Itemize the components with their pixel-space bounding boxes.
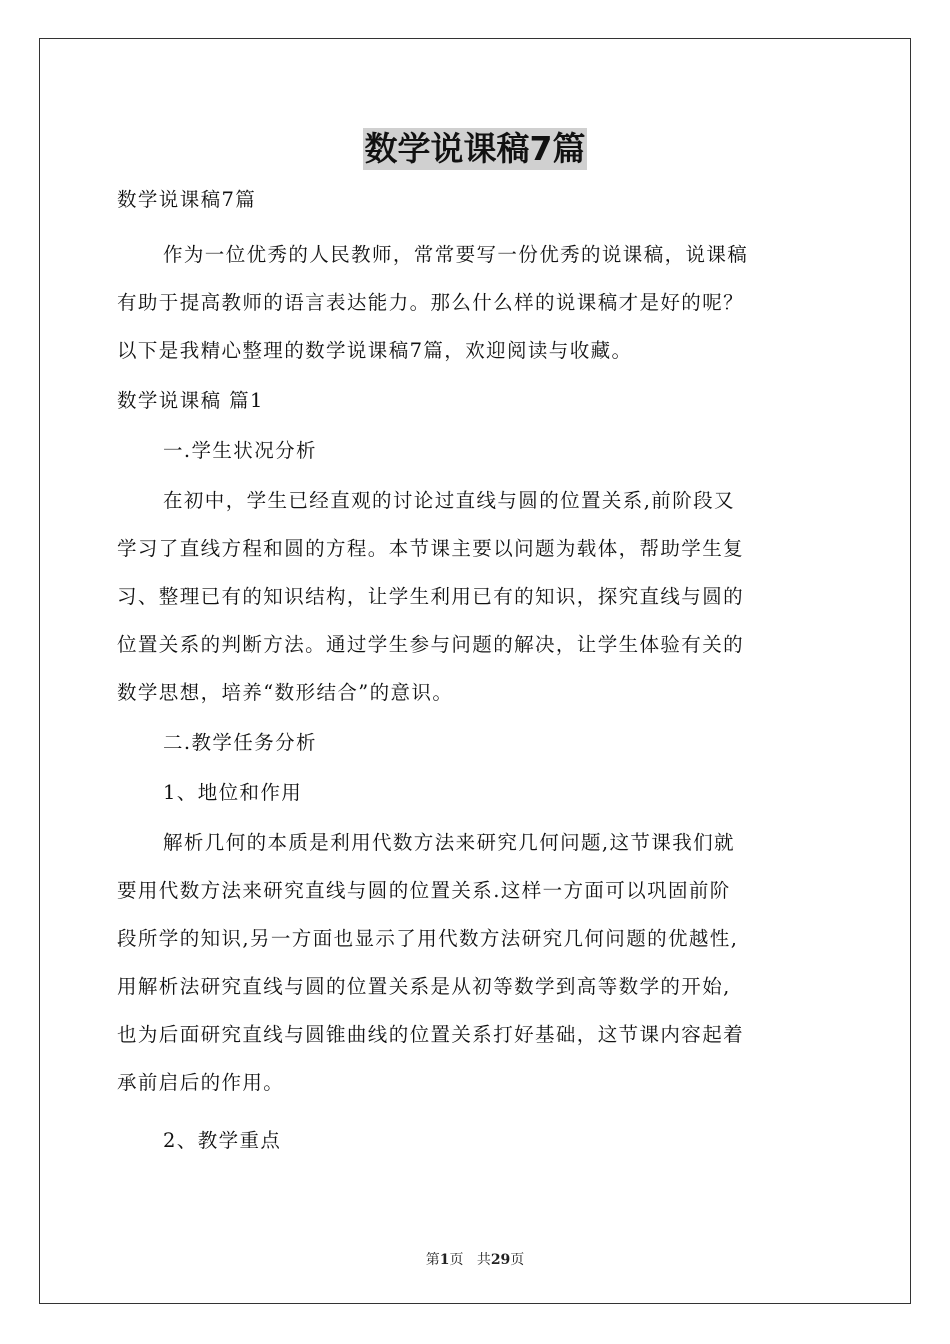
intro-line: 有助于提高教师的语言表达能力。那么什么样的说课稿才是好的呢？ (117, 291, 745, 314)
paragraph-line: 承前启后的作用。 (117, 1071, 285, 1094)
heading-teaching-focus: 2、教学重点 (163, 1129, 282, 1152)
intro-line: 以下是我精心整理的数学说课稿7篇，欢迎阅读与收藏。 (117, 339, 633, 362)
page-footer (0, 1249, 950, 1269)
document-title-text: 数学说课稿7篇 (364, 129, 586, 168)
document-title (0, 128, 950, 170)
footer-page-current: 1 (439, 1252, 450, 1268)
document-subtitle: 数学说课稿7篇 (117, 188, 257, 211)
paragraph-line: 用解析法研究直线与圆的位置关系是从初等数学到高等数学的开始, (117, 975, 731, 998)
paragraph-line: 位置关系的判断方法。通过学生参与问题的解决，让学生体验有关的 (117, 633, 745, 656)
footer-total-prefix: 共 (476, 1252, 491, 1268)
paragraph-line: 段所学的知识,另一方面也显示了用代数方法研究几何问题的优越性, (117, 927, 739, 950)
footer-total-unit: 页 (510, 1252, 525, 1268)
paragraph-line: 数学思想，培养“数形结合”的意识。 (117, 681, 454, 704)
intro-line: 作为一位优秀的人民教师，常常要写一份优秀的说课稿，说课稿 (163, 243, 749, 266)
paragraph-line: 要用代数方法来研究直线与圆的位置关系.这样一方面可以巩固前阶 (117, 879, 731, 902)
paragraph-status-role (117, 819, 833, 1107)
heading-student-analysis: 一.学生状况分析 (163, 439, 317, 462)
section-title: 数学说课稿 篇1 (117, 389, 264, 412)
footer-page-prefix: 第 (425, 1252, 440, 1268)
heading-status-role: 1、地位和作用 (163, 781, 303, 804)
paragraph-line: 也为后面研究直线与圆锥曲线的位置关系打好基础，这节课内容起着 (117, 1023, 745, 1046)
paragraph-student-analysis (117, 477, 833, 717)
paragraph-line: 学习了直线方程和圆的方程。本节课主要以问题为载体，帮助学生复 (117, 537, 745, 560)
footer-page-unit: 页 (449, 1252, 464, 1268)
paragraph-line: 在初中，学生已经直观的讨论过直线与圆的位置关系,前阶段又 (163, 489, 735, 512)
footer-page-total: 29 (490, 1252, 511, 1268)
paragraph-line: 习、整理已有的知识结构，让学生利用已有的知识，探究直线与圆的 (117, 585, 745, 608)
intro-paragraph (117, 231, 833, 375)
paragraph-line: 解析几何的本质是利用代数方法来研究几何问题,这节课我们就 (163, 831, 735, 854)
document-body (117, 176, 833, 1165)
heading-task-analysis: 二.教学任务分析 (163, 731, 317, 754)
